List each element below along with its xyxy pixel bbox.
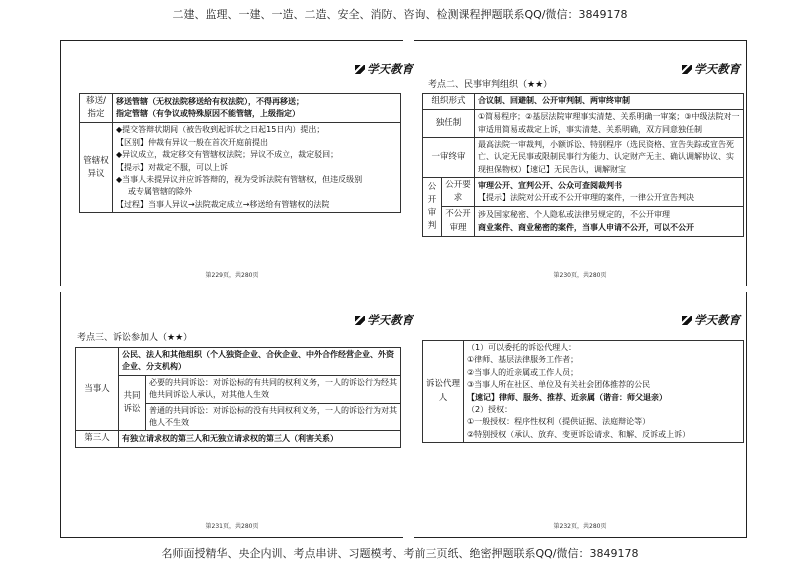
row-content-objection: ◆提交答辩状期间（被告收到起诉状之日起15日内）提出； 【区别】仲裁有异议一般在首次开庭前提出 ◆异议成立，裁定移交有管辖权法院；异议不成立，裁定驳回； 【提示】对裁定不服，可以上诉 ◆当事人未提异议并应诉答辩的，视为受诉法院有管辖权，但违反级别 或专属管辖的除外 【过程】当事人异议→法院裁定成立→移送给有管辖权的法院: [113, 123, 401, 213]
page-number: 第230页，共280页: [553, 272, 607, 279]
row-content-form: 合议制、回避制、公开审判制、两审终审制: [475, 94, 744, 110]
row-content-closed-trial: 涉及国家秘密、个人隐私或法律另规定的，不公开审理 商业案件、商业秘密的案件，当事人申请不公开，可以不公开: [475, 207, 744, 236]
jurisdiction-table: [79, 93, 401, 213]
row-label-closed-trial: 不公开审理: [442, 207, 475, 236]
section-title: 考点二、民事审判组织（★★）: [428, 80, 553, 90]
page-230: [414, 40, 747, 286]
litigation-participants-table: [75, 347, 401, 448]
row-label-party: 当事人: [76, 348, 119, 431]
brand-logo: 学天教育: [355, 61, 413, 77]
section-title: 考点三、诉讼参加人（★★）: [77, 333, 193, 343]
page-number: 第229页，共280页: [205, 272, 259, 279]
row-content-ordinary-joint: 普通的共同诉讼：对诉讼标的没有共同权利义务，一人的诉讼行为对其他人不生效: [146, 403, 401, 431]
logo-mark-icon: [355, 65, 365, 74]
row-label-public-requirement: 公开要求: [442, 178, 475, 207]
page-number: 第231页，共280页: [205, 523, 259, 530]
brand-logo: 学天教育: [682, 61, 740, 77]
row-label-agent: 诉讼代理人: [423, 341, 464, 443]
litigation-agent-table: [422, 340, 744, 443]
row-content-agent: （1）可以委托的诉讼代理人： ①律师、基层法律服务工作者； ②当事人的近亲属或工作人员； ③当事人所在社区、单位及有关社会团体推荐的公民 【速记】律师、服务、推荐、近亲属（谐音：师父退亲） （2）授权： ①一般授权：程序性权利（提供证据、法庭辩论等） ②特别授权（承认、放弃、变更诉讼请求、和解、反诉或上诉）: [464, 341, 744, 443]
row-label-third-party: 第三人: [76, 431, 119, 447]
page-232: [414, 292, 747, 538]
row-content-first-instance-final: 最高法院一审裁判，小额诉讼、特别程序（选民资格、宣告失踪或宣告死亡、认定无民事或限制民事行为能力、认定财产无主、确认调解协议、实现担保物权）【速记】无民告认，调解财宝: [475, 137, 744, 177]
row-content-third-party: 有独立请求权的第三人和无独立请求权的第三人（利害关系）: [119, 431, 401, 447]
row-label-objection: 管辖权异议: [80, 123, 113, 213]
logo-mark-icon: [355, 316, 365, 325]
trial-organization-table: [422, 93, 744, 237]
logo-mark-icon: [682, 316, 692, 325]
row-label-sole-judge: 独任制: [423, 110, 475, 138]
bottom-contact-banner: 名师面授精华、央企内训、考点串讲、习题模考、考前三页纸、绝密押题联系QQ/微信：3849178: [161, 547, 639, 560]
row-content-public-requirement: 审理公开、宣判公开、公众可查阅裁判书 【提示】法院对公开或不公开审理的案件，一律公开宣告判决: [475, 178, 744, 207]
row-content-necessary-joint: 必要的共同诉讼：对诉讼标的有共同的权利义务，一人的诉讼行为经其他共同诉讼人承认，对其他人生效: [146, 375, 401, 403]
row-label-form: 组织形式: [423, 94, 475, 110]
logo-mark-icon: [682, 65, 692, 74]
row-content-sole-judge: ①简易程序；②基层法院审理事实清楚、关系明确一审案；③中级法院对一审适用简易或裁定上诉，事实清楚、关系明确，双方同意独任制: [475, 110, 744, 138]
brand-logo: 学天教育: [355, 312, 413, 328]
row-label-public-trial: 公开审判: [423, 178, 442, 237]
row-label-first-instance-final: 一审终审: [423, 137, 475, 177]
page-231: [60, 292, 413, 538]
page-229: [60, 40, 413, 286]
row-label-transfer: 移送/指定: [80, 94, 113, 123]
top-contact-banner: 二建、监理、一建、一造、二造、安全、消防、咨询、检测课程押题联系QQ/微信：3849178: [172, 8, 628, 21]
row-content-transfer: 移送管辖（无权法院移送给有权法院），不得再移送； 指定管辖（有争议或特殊原因不能管辖，上级指定）: [113, 94, 401, 123]
row-content-party: 公民、法人和其他组织（个人独资企业、合伙企业、中外合作经营企业、外资企业、分支机构）: [119, 348, 401, 376]
page-number: 第232页，共280页: [553, 523, 607, 530]
row-label-joint-litigation: 共同诉讼: [119, 375, 146, 431]
brand-logo: 学天教育: [682, 312, 740, 328]
